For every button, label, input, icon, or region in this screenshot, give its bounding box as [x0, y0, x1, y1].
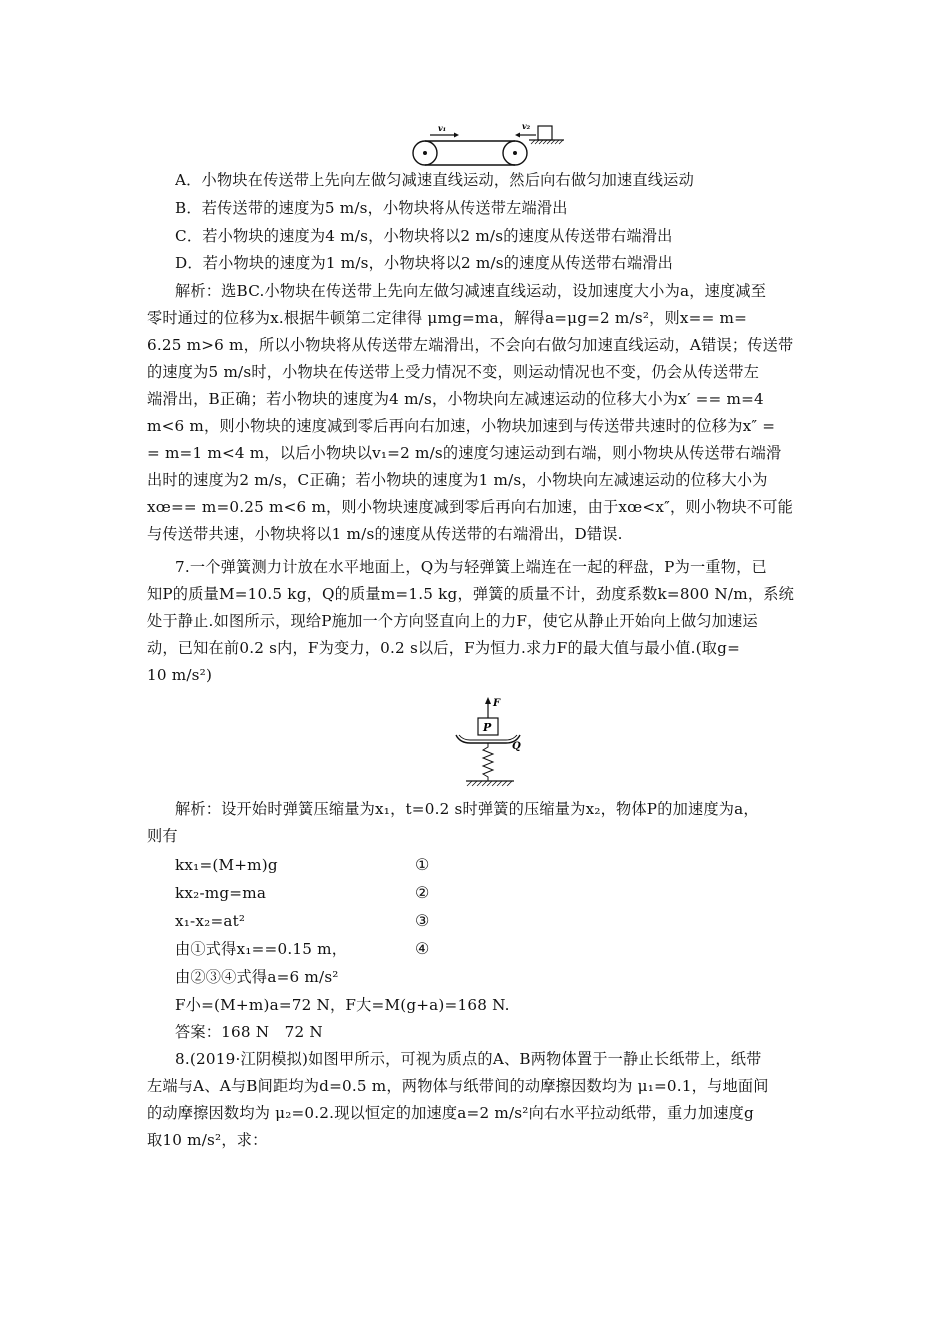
- option-d: D．若小物块的速度为1 m/s，小物块将以2 m/s的速度从传送带右端滑出: [175, 254, 674, 272]
- problem8-line: 取10 m/s²，求：: [147, 1131, 268, 1149]
- analysis7-line: 解析：设开始时弹簧压缩量为x₁，t=0.2 s时弹簧的压缩量为x₂，物体P的加速度为a，: [175, 800, 759, 818]
- equation-number: ②: [415, 883, 430, 902]
- p-label: P: [483, 721, 492, 734]
- v1-label: v₁: [438, 123, 447, 133]
- spring-scale-figure: [452, 693, 532, 793]
- problem8-line: 左端与A、A与B间距均为d=0.5 m，两物体与纸带间的动摩擦因数均为 μ₁=0.1，与地面间: [147, 1077, 769, 1095]
- analysis6-line: = m=1 m<4 m，以后小物块以v₁=2 m/s的速度匀速运动到右端，则小物块从传送带右端滑: [147, 444, 782, 462]
- q-label: Q: [512, 741, 521, 752]
- answer-line: 答案：168 N 72 N: [175, 1023, 323, 1041]
- analysis6-line: 的速度为5 m/s时，小物块在传送带上受力情况不变，则运动情况也不变，仍会从传送带左: [147, 363, 760, 381]
- v2-label: v₂: [522, 121, 531, 131]
- problem7-line: 处于静止.如图所示，现给P施加一个方向竖直向上的力F，使它从静止开始向上做匀加速运: [147, 612, 758, 630]
- analysis6-line: 零时通过的位移为x.根据牛顿第二定律得 μmg=ma，解得a=μg=2 m/s²，则x== m=: [147, 309, 748, 327]
- equation-3: x₁-x₂=at²: [175, 912, 246, 930]
- analysis6-line: 解析：选BC.小物块在传送带上先向左做匀减速直线运动，设加速度大小为a，速度减至: [175, 282, 767, 300]
- problem8-line: 8.(2019·江阴模拟)如图甲所示，可视为质点的A、B两物体置于一静止长纸带上，纸带: [175, 1050, 762, 1068]
- equation-2: kx₂-mg=ma: [175, 884, 267, 902]
- problem8-line: 的动摩擦因数均为 μ₂=0.2.现以恒定的加速度a=2 m/s²向右水平拉动纸带，重力加速度g: [147, 1104, 754, 1122]
- problem7-line: 10 m/s²): [147, 666, 213, 684]
- f-label: F: [493, 698, 501, 709]
- equation-1: kx₁=(M+m)g: [175, 856, 278, 874]
- conveyor-belt-figure: [408, 118, 568, 168]
- analysis6-line: 与传送带共速，小物块将以1 m/s的速度从传送带的右端滑出，D错误.: [147, 525, 623, 543]
- analysis7-line: 则有: [147, 827, 178, 845]
- option-b: B．若传送带的速度为5 m/s，小物块将从传送带左端滑出: [175, 199, 568, 217]
- analysis6-line: 出时的速度为2 m/s，C正确；若小物块的速度为1 m/s，小物块向左减速运动的位移大小为: [147, 471, 768, 489]
- equation-number: ③: [415, 911, 430, 930]
- equation-5: 由②③④式得a=6 m/s²: [175, 968, 339, 986]
- equation-number: ④: [415, 939, 430, 958]
- option-a: A．小物块在传送带上先向左做匀减速直线运动，然后向右做匀加速直线运动: [175, 171, 694, 189]
- equation-4: 由①式得x₁==0.15 m，: [175, 940, 348, 958]
- analysis6-line: m<6 m，则小物块的速度减到零后再向右加速，小物块加速到与传送带共速时的位移为x″ =: [147, 417, 776, 435]
- problem7-line: 知P的质量M=10.5 kg，Q的质量m=1.5 kg，弹簧的质量不计，劲度系数k=800 N/m，系统: [147, 585, 794, 603]
- problem7-line: 动，已知在前0.2 s内，F为变力，0.2 s以后，F为恒力.求力F的最大值与最小值.(取g=: [147, 639, 741, 657]
- analysis6-line: xœ== m=0.25 m<6 m，则小物块速度减到零后再向右加速，由于xœ<x″，则小物块不可能: [147, 498, 794, 516]
- equation-6: F小=(M+m)a=72 N，F大=M(g+a)=168 N.: [175, 996, 510, 1014]
- analysis6-line: 端滑出，B正确；若小物块的速度为4 m/s，小物块向左减速运动的位移大小为x′ == m=4: [147, 390, 764, 408]
- problem7-line: 7.一个弹簧测力计放在水平地面上，Q为与轻弹簧上端连在一起的秤盘，P为一重物，已: [175, 558, 767, 576]
- option-c: C．若小物块的速度为4 m/s，小物块将以2 m/s的速度从传送带右端滑出: [175, 227, 673, 245]
- equation-number: ①: [415, 855, 430, 874]
- analysis6-line: 6.25 m>6 m，所以小物块将从传送带左端滑出，不会向右做匀加速直线运动，A错误；传送带: [147, 336, 794, 354]
